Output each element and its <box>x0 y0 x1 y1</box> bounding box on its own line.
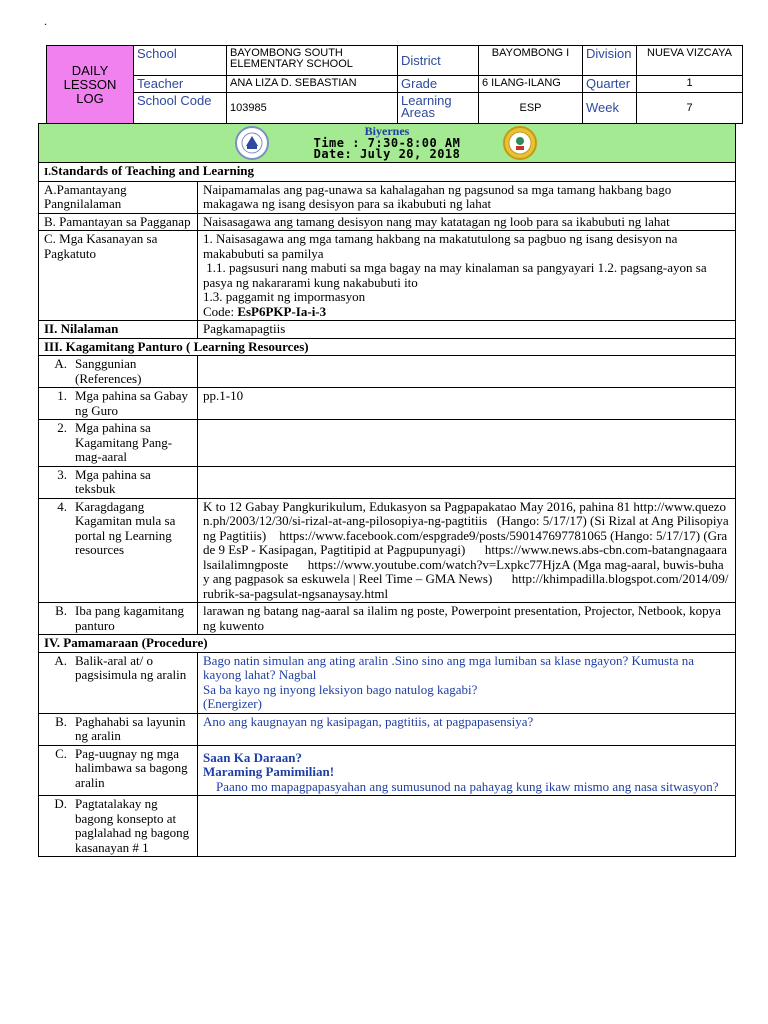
school-seal-icon <box>502 125 538 161</box>
division-label: Division <box>583 46 637 76</box>
purpose-value: Ano ang kaugnayan ng kasipagan, pagtitiis, at pagpapasensiya? <box>198 713 736 745</box>
content-standard-label: A.Pamantayang Pangnilalaman <box>39 181 198 213</box>
learning-areas-value: ESP <box>479 93 583 124</box>
school-code-label: School Code <box>134 93 227 124</box>
stray-dot: . <box>44 14 47 28</box>
lesson-table <box>38 123 736 857</box>
competency-line-3: 1.3. paggamit ng impormasyon <box>203 289 366 304</box>
division-value: NUEVA VIZCAYA <box>637 46 743 76</box>
resources-heading: III. Kagamitang Panturo ( Learning Resources) <box>39 338 736 356</box>
teacher-label: Teacher <box>134 76 227 93</box>
content-label: II. Nilalaman <box>39 321 198 339</box>
quarter-value: 1 <box>637 76 743 93</box>
procedure-heading: IV. Pamamaraan (Procedure) <box>39 635 736 653</box>
other-resources-label: B. Iba pang kagamitang panturo <box>39 603 198 635</box>
district-label: District <box>398 46 479 76</box>
daily-lesson-log-title: DAILY LESSON LOG <box>47 46 134 124</box>
other-resources-value: larawan ng batang nag-aaral sa ilalim ng poste, Powerpoint presentation, Projector, Netbook, kopya ng kuwento <box>198 603 736 635</box>
learning-areas-label: Learning Areas <box>398 93 479 124</box>
references-value <box>198 356 736 388</box>
session-day: Biyernes <box>364 124 410 138</box>
textbook-label: 3. Mga pahina sa teksbuk <box>39 466 198 498</box>
session-time: Time : 7:30-8:00 AM <box>313 135 461 150</box>
district-value: BAYOMBONG I <box>479 46 583 76</box>
purpose-label: B. Paghahabi sa layunin ng aralin <box>39 713 198 745</box>
review-value: Bago natin simulan ang ating aralin .Sino sino ang mga lumiban sa klase ngayon? Kumusta na kayong lahat? Nagbal Sa ba kayo ng inyong leksiyon bago natulog kagabi? (Energizer) <box>198 652 736 713</box>
content-value: Pagkamapagtiis <box>198 321 736 339</box>
standards-heading: I.Standards of Teaching and Learning <box>39 163 736 182</box>
deped-seal-icon <box>234 125 270 161</box>
competency-code: Code: EsP6PKP-Ia-i-3 <box>203 303 327 319</box>
performance-standard-value: Naisasagawa ang tamang desisyon nang may katatagan ng loob para sa ikabubuti ng lahat <box>198 213 736 231</box>
discussion-value <box>198 796 736 857</box>
grade-value: 6 ILANG-ILANG <box>479 76 583 93</box>
additional-materials-label: 4. Karagdagang Kagamitan mula sa portal ng Learning resources <box>39 498 198 603</box>
session-banner <box>39 124 736 163</box>
learner-materials-value <box>198 420 736 467</box>
teacher-guide-value: pp.1-10 <box>198 388 736 420</box>
additional-materials-value: K to 12 Gabay Pangkurikulum, Edukasyon sa Pagpapakatao May 2016, pahina 81 http://www.quezon.ph/2003/12/30/si-rizal-at-ang-pilosopiya-ng-pagtitiis (Hango: 5/17/17) (Si Rizal at Ang Pilisopiya ng Pagtitiis) https://www.facebook.com/espgrade9/posts/590147697781065 (Hango: 5/17/17) (Grade 9 EsP - Kasipagan, Pagtitipid at Pagpupunyagi) https://www.news.abs-cbn.com-batangnagaaralsailalimngposte https://www.youtube.com/watch?v=Lxpkc77HjzA (Mga mag-aaral, buwis-buhay ang pagpasok sa eskuwela | Reel Time – GMA News) http://khimpadilla.blogspot.com/2014/09/rubrik-sa-pagsulat-ngsanaysay.html <box>198 498 736 603</box>
week-value: 7 <box>637 93 743 124</box>
content-standard-value: Naipamamalas ang pag-unawa sa kahalagahan ng pagsunod sa mga tamang hakbang bago makagawa ng isang desisyon para sa ikabubuti ng lahat <box>198 181 736 213</box>
teacher-guide-label: 1. Mga pahina sa Gabay ng Guro <box>39 388 198 420</box>
school-label: School <box>134 46 227 76</box>
competency-value <box>198 231 736 321</box>
grade-label: Grade <box>398 76 479 93</box>
performance-standard-label: B. Pamantayan sa Pagganap <box>39 213 198 231</box>
examples-value: Saan Ka Daraan? Maraming Pamimilian! Paano mo mapagpapasyahan ang sumusunod na pahayag kung ikaw mismo ang nasa sitwasyon? <box>198 745 736 796</box>
textbook-value <box>198 466 736 498</box>
session-date: Date: July 20, 2018 <box>313 147 461 161</box>
header-table <box>46 45 743 124</box>
examples-label: C. Pag-uugnay ng mga halimbawa sa bagong aralin <box>39 745 198 796</box>
competency-line-1: 1. Naisasagawa ang mga tamang hakbang na makatutulong sa pagbuo ng isang desisyon na makabubuti sa pamilya <box>203 231 678 261</box>
teacher-value: ANA LIZA D. SEBASTIAN <box>227 76 398 93</box>
school-value: BAYOMBONG SOUTH ELEMENTARY SCHOOL <box>227 46 398 76</box>
review-label: A. Balik-aral at/ o pagsisimula ng aralin <box>39 652 198 713</box>
competency-label: C. Mga Kasanayan sa Pagkatuto <box>39 231 198 321</box>
references-label: A. Sanggunian (References) <box>39 356 198 388</box>
quarter-label: Quarter <box>583 76 637 93</box>
discussion-label: D. Pagtatalakay ng bagong konsepto at paglalahad ng bagong kasanayan # 1 <box>39 796 198 857</box>
competency-line-2: 1.1. pagsusuri nang mabuti sa mga bagay na may kinalaman sa pangyayari 1.2. pagsang-ayon sa pasya ng nakararami kung nakabubuti ito <box>203 260 710 290</box>
learner-materials-label: 2. Mga pahina sa Kagamitang Pang-mag-aaral <box>39 420 198 467</box>
school-code-value: 103985 <box>227 93 398 124</box>
week-label: Week <box>583 93 637 124</box>
